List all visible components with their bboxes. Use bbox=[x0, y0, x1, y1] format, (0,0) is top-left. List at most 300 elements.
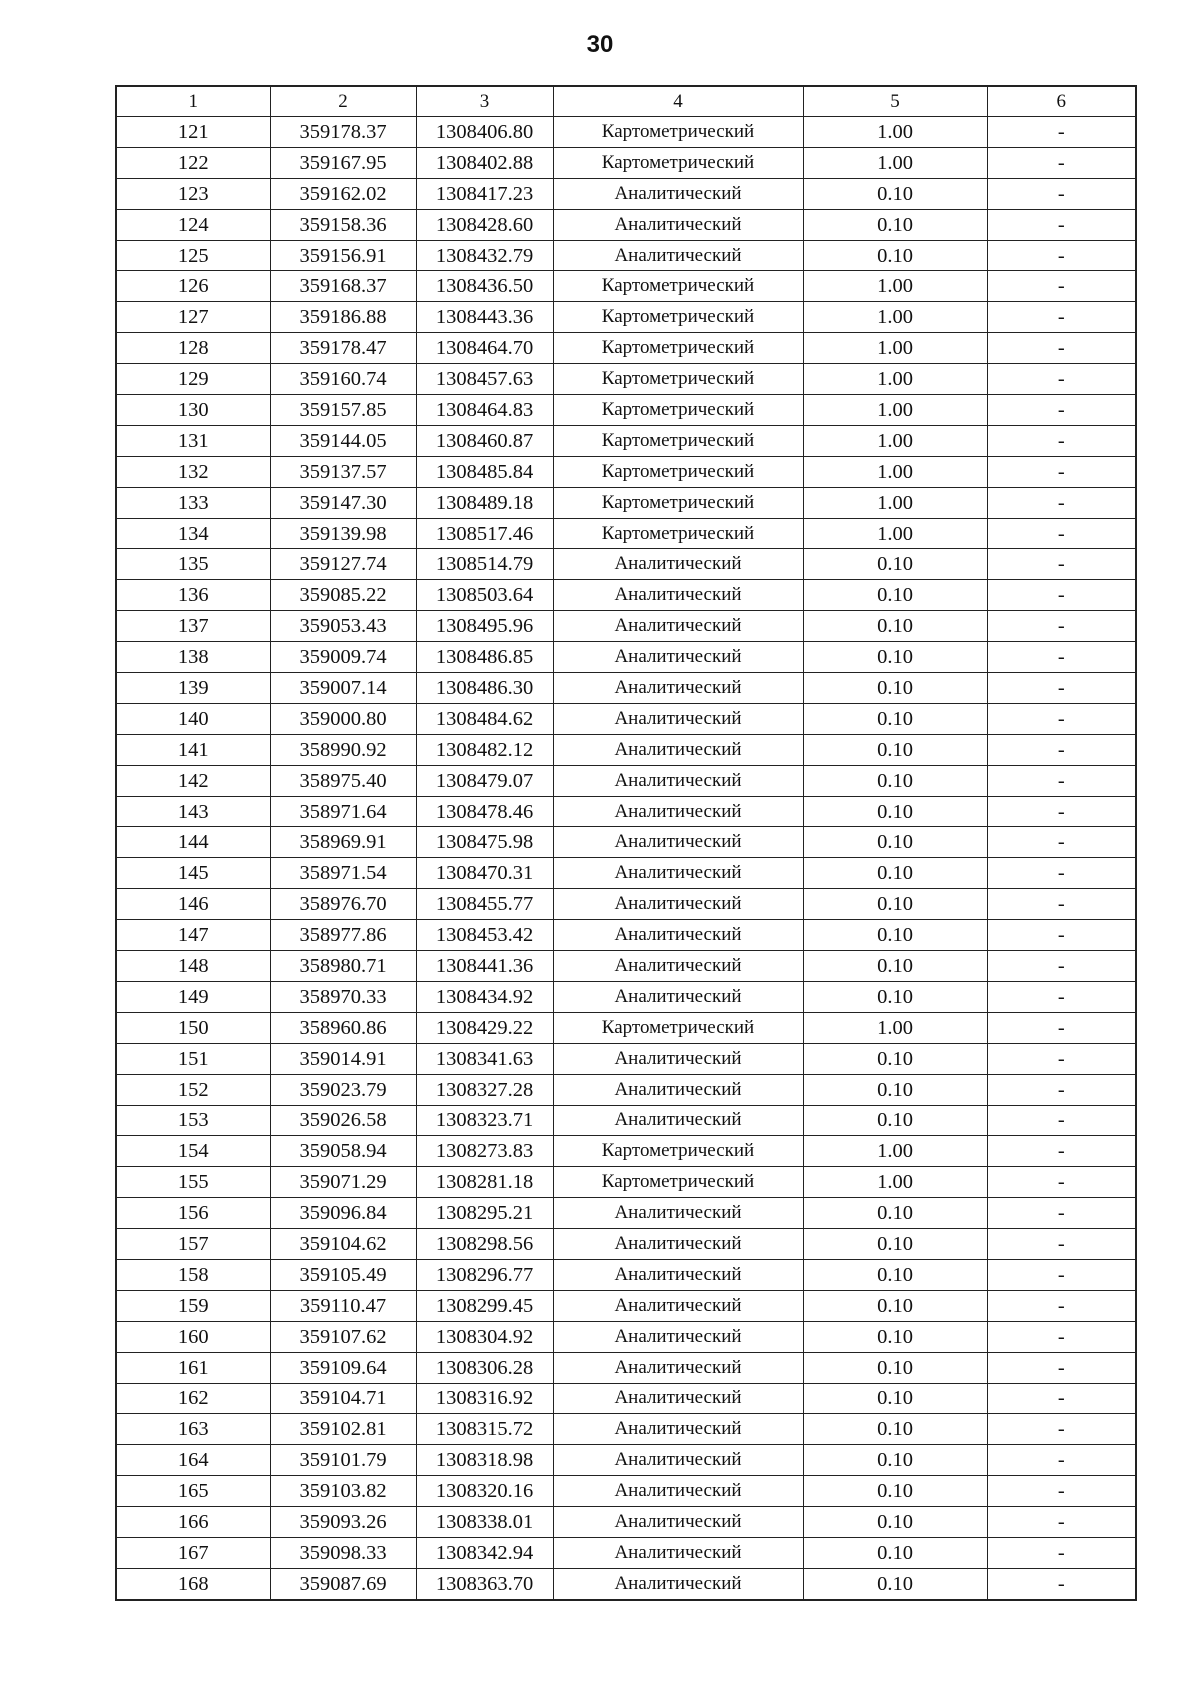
table-row bbox=[116, 703, 1136, 734]
point-number-cell: 132 bbox=[116, 456, 270, 487]
x-coordinate-cell: 359101.79 bbox=[270, 1445, 416, 1476]
method-cell: Картометрический bbox=[553, 147, 803, 178]
accuracy-cell: 0.10 bbox=[803, 1074, 987, 1105]
table-row bbox=[116, 981, 1136, 1012]
method-cell: Аналитический bbox=[553, 1105, 803, 1136]
x-coordinate-cell: 359156.91 bbox=[270, 240, 416, 271]
x-coordinate-cell: 359127.74 bbox=[270, 549, 416, 580]
y-coordinate-cell: 1308406.80 bbox=[416, 117, 553, 148]
y-coordinate-cell: 1308434.92 bbox=[416, 981, 553, 1012]
y-coordinate-cell: 1308436.50 bbox=[416, 271, 553, 302]
y-coordinate-cell: 1308299.45 bbox=[416, 1290, 553, 1321]
table-body bbox=[116, 117, 1136, 1600]
accuracy-cell: 0.10 bbox=[803, 1321, 987, 1352]
x-coordinate-cell: 359178.47 bbox=[270, 333, 416, 364]
table-row bbox=[116, 1012, 1136, 1043]
accuracy-cell: 1.00 bbox=[803, 487, 987, 518]
note-cell: - bbox=[987, 456, 1136, 487]
y-coordinate-cell: 1308338.01 bbox=[416, 1507, 553, 1538]
accuracy-cell: 0.10 bbox=[803, 1537, 987, 1568]
note-cell: - bbox=[987, 1568, 1136, 1599]
note-cell: - bbox=[987, 827, 1136, 858]
method-cell: Картометрический bbox=[553, 395, 803, 426]
method-cell: Аналитический bbox=[553, 1352, 803, 1383]
table-row bbox=[116, 1352, 1136, 1383]
y-coordinate-cell: 1308514.79 bbox=[416, 549, 553, 580]
table-row bbox=[116, 425, 1136, 456]
table-row bbox=[116, 1136, 1136, 1167]
y-coordinate-cell: 1308453.42 bbox=[416, 920, 553, 951]
method-cell: Аналитический bbox=[553, 1537, 803, 1568]
y-coordinate-cell: 1308327.28 bbox=[416, 1074, 553, 1105]
point-number-cell: 139 bbox=[116, 673, 270, 704]
accuracy-cell: 1.00 bbox=[803, 518, 987, 549]
table-row bbox=[116, 333, 1136, 364]
table-row bbox=[116, 1507, 1136, 1538]
note-cell: - bbox=[987, 333, 1136, 364]
note-cell: - bbox=[987, 1012, 1136, 1043]
method-cell: Картометрический bbox=[553, 456, 803, 487]
note-cell: - bbox=[987, 642, 1136, 673]
table-row bbox=[116, 1167, 1136, 1198]
point-number-cell: 149 bbox=[116, 981, 270, 1012]
note-cell: - bbox=[987, 580, 1136, 611]
table-row bbox=[116, 302, 1136, 333]
table-row bbox=[116, 178, 1136, 209]
note-cell: - bbox=[987, 395, 1136, 426]
point-number-cell: 167 bbox=[116, 1537, 270, 1568]
y-coordinate-cell: 1308296.77 bbox=[416, 1259, 553, 1290]
point-number-cell: 154 bbox=[116, 1136, 270, 1167]
accuracy-cell: 1.00 bbox=[803, 456, 987, 487]
table-row bbox=[116, 1074, 1136, 1105]
y-coordinate-cell: 1308489.18 bbox=[416, 487, 553, 518]
table-row bbox=[116, 1043, 1136, 1074]
method-cell: Аналитический bbox=[553, 981, 803, 1012]
method-cell: Аналитический bbox=[553, 611, 803, 642]
point-number-cell: 160 bbox=[116, 1321, 270, 1352]
x-coordinate-cell: 359096.84 bbox=[270, 1198, 416, 1229]
table-row bbox=[116, 580, 1136, 611]
table-row bbox=[116, 1537, 1136, 1568]
method-cell: Аналитический bbox=[553, 703, 803, 734]
method-cell: Аналитический bbox=[553, 1198, 803, 1229]
note-cell: - bbox=[987, 1537, 1136, 1568]
point-number-cell: 162 bbox=[116, 1383, 270, 1414]
point-number-cell: 143 bbox=[116, 796, 270, 827]
note-cell: - bbox=[987, 178, 1136, 209]
table-row bbox=[116, 858, 1136, 889]
point-number-cell: 126 bbox=[116, 271, 270, 302]
method-cell: Картометрический bbox=[553, 1012, 803, 1043]
note-cell: - bbox=[987, 1229, 1136, 1260]
table-row bbox=[116, 1198, 1136, 1229]
point-number-cell: 135 bbox=[116, 549, 270, 580]
accuracy-cell: 1.00 bbox=[803, 117, 987, 148]
note-cell: - bbox=[987, 1136, 1136, 1167]
note-cell: - bbox=[987, 302, 1136, 333]
point-number-cell: 164 bbox=[116, 1445, 270, 1476]
y-coordinate-cell: 1308460.87 bbox=[416, 425, 553, 456]
method-cell: Картометрический bbox=[553, 1136, 803, 1167]
table-row bbox=[116, 642, 1136, 673]
accuracy-cell: 1.00 bbox=[803, 1136, 987, 1167]
table-row bbox=[116, 117, 1136, 148]
table-row bbox=[116, 240, 1136, 271]
x-coordinate-cell: 359009.74 bbox=[270, 642, 416, 673]
point-number-cell: 145 bbox=[116, 858, 270, 889]
note-cell: - bbox=[987, 549, 1136, 580]
accuracy-cell: 1.00 bbox=[803, 1167, 987, 1198]
y-coordinate-cell: 1308429.22 bbox=[416, 1012, 553, 1043]
accuracy-cell: 0.10 bbox=[803, 642, 987, 673]
method-cell: Аналитический bbox=[553, 1383, 803, 1414]
column-header: 3 bbox=[416, 86, 553, 117]
table-row bbox=[116, 611, 1136, 642]
method-cell: Картометрический bbox=[553, 364, 803, 395]
x-coordinate-cell: 358971.64 bbox=[270, 796, 416, 827]
note-cell: - bbox=[987, 1476, 1136, 1507]
y-coordinate-cell: 1308304.92 bbox=[416, 1321, 553, 1352]
method-cell: Аналитический bbox=[553, 858, 803, 889]
table-row bbox=[116, 209, 1136, 240]
note-cell: - bbox=[987, 1259, 1136, 1290]
accuracy-cell: 1.00 bbox=[803, 395, 987, 426]
x-coordinate-cell: 359107.62 bbox=[270, 1321, 416, 1352]
point-number-cell: 131 bbox=[116, 425, 270, 456]
table-row bbox=[116, 765, 1136, 796]
method-cell: Аналитический bbox=[553, 642, 803, 673]
table-row bbox=[116, 271, 1136, 302]
column-header: 2 bbox=[270, 86, 416, 117]
x-coordinate-cell: 359105.49 bbox=[270, 1259, 416, 1290]
note-cell: - bbox=[987, 271, 1136, 302]
table-row bbox=[116, 827, 1136, 858]
point-number-cell: 133 bbox=[116, 487, 270, 518]
point-number-cell: 159 bbox=[116, 1290, 270, 1321]
point-number-cell: 134 bbox=[116, 518, 270, 549]
x-coordinate-cell: 359168.37 bbox=[270, 271, 416, 302]
method-cell: Аналитический bbox=[553, 889, 803, 920]
x-coordinate-cell: 359023.79 bbox=[270, 1074, 416, 1105]
accuracy-cell: 0.10 bbox=[803, 240, 987, 271]
note-cell: - bbox=[987, 147, 1136, 178]
accuracy-cell: 1.00 bbox=[803, 271, 987, 302]
point-number-cell: 127 bbox=[116, 302, 270, 333]
x-coordinate-cell: 359104.71 bbox=[270, 1383, 416, 1414]
table-row bbox=[116, 1383, 1136, 1414]
point-number-cell: 161 bbox=[116, 1352, 270, 1383]
table-row bbox=[116, 1414, 1136, 1445]
accuracy-cell: 0.10 bbox=[803, 549, 987, 580]
table-row bbox=[116, 1568, 1136, 1599]
point-number-cell: 166 bbox=[116, 1507, 270, 1538]
method-cell: Картометрический bbox=[553, 487, 803, 518]
point-number-cell: 158 bbox=[116, 1259, 270, 1290]
accuracy-cell: 0.10 bbox=[803, 703, 987, 734]
accuracy-cell: 0.10 bbox=[803, 765, 987, 796]
note-cell: - bbox=[987, 981, 1136, 1012]
x-coordinate-cell: 359071.29 bbox=[270, 1167, 416, 1198]
method-cell: Аналитический bbox=[553, 1507, 803, 1538]
note-cell: - bbox=[987, 1105, 1136, 1136]
method-cell: Картометрический bbox=[553, 271, 803, 302]
point-number-cell: 122 bbox=[116, 147, 270, 178]
method-cell: Аналитический bbox=[553, 1321, 803, 1352]
x-coordinate-cell: 358975.40 bbox=[270, 765, 416, 796]
y-coordinate-cell: 1308295.21 bbox=[416, 1198, 553, 1229]
table-row bbox=[116, 1105, 1136, 1136]
point-number-cell: 130 bbox=[116, 395, 270, 426]
note-cell: - bbox=[987, 209, 1136, 240]
note-cell: - bbox=[987, 951, 1136, 982]
point-number-cell: 137 bbox=[116, 611, 270, 642]
accuracy-cell: 0.10 bbox=[803, 1290, 987, 1321]
point-number-cell: 128 bbox=[116, 333, 270, 364]
note-cell: - bbox=[987, 364, 1136, 395]
point-number-cell: 123 bbox=[116, 178, 270, 209]
x-coordinate-cell: 359162.02 bbox=[270, 178, 416, 209]
table-row bbox=[116, 518, 1136, 549]
y-coordinate-cell: 1308428.60 bbox=[416, 209, 553, 240]
accuracy-cell: 0.10 bbox=[803, 673, 987, 704]
y-coordinate-cell: 1308482.12 bbox=[416, 734, 553, 765]
y-coordinate-cell: 1308486.30 bbox=[416, 673, 553, 704]
accuracy-cell: 1.00 bbox=[803, 364, 987, 395]
note-cell: - bbox=[987, 1043, 1136, 1074]
x-coordinate-cell: 358971.54 bbox=[270, 858, 416, 889]
y-coordinate-cell: 1308402.88 bbox=[416, 147, 553, 178]
accuracy-cell: 1.00 bbox=[803, 147, 987, 178]
point-number-cell: 121 bbox=[116, 117, 270, 148]
x-coordinate-cell: 358977.86 bbox=[270, 920, 416, 951]
note-cell: - bbox=[987, 1198, 1136, 1229]
accuracy-cell: 0.10 bbox=[803, 1476, 987, 1507]
note-cell: - bbox=[987, 858, 1136, 889]
y-coordinate-cell: 1308281.18 bbox=[416, 1167, 553, 1198]
note-cell: - bbox=[987, 1383, 1136, 1414]
table-row bbox=[116, 487, 1136, 518]
y-coordinate-cell: 1308485.84 bbox=[416, 456, 553, 487]
point-number-cell: 147 bbox=[116, 920, 270, 951]
x-coordinate-cell: 359000.80 bbox=[270, 703, 416, 734]
accuracy-cell: 0.10 bbox=[803, 1198, 987, 1229]
y-coordinate-cell: 1308503.64 bbox=[416, 580, 553, 611]
y-coordinate-cell: 1308517.46 bbox=[416, 518, 553, 549]
accuracy-cell: 0.10 bbox=[803, 178, 987, 209]
accuracy-cell: 0.10 bbox=[803, 580, 987, 611]
y-coordinate-cell: 1308417.23 bbox=[416, 178, 553, 209]
x-coordinate-cell: 358969.91 bbox=[270, 827, 416, 858]
method-cell: Картометрический bbox=[553, 518, 803, 549]
accuracy-cell: 0.10 bbox=[803, 1259, 987, 1290]
y-coordinate-cell: 1308470.31 bbox=[416, 858, 553, 889]
method-cell: Аналитический bbox=[553, 765, 803, 796]
y-coordinate-cell: 1308273.83 bbox=[416, 1136, 553, 1167]
point-number-cell: 155 bbox=[116, 1167, 270, 1198]
note-cell: - bbox=[987, 425, 1136, 456]
method-cell: Картометрический bbox=[553, 1167, 803, 1198]
y-coordinate-cell: 1308363.70 bbox=[416, 1568, 553, 1599]
accuracy-cell: 0.10 bbox=[803, 1507, 987, 1538]
x-coordinate-cell: 359102.81 bbox=[270, 1414, 416, 1445]
point-number-cell: 156 bbox=[116, 1198, 270, 1229]
accuracy-cell: 0.10 bbox=[803, 951, 987, 982]
table-row bbox=[116, 549, 1136, 580]
y-coordinate-cell: 1308464.70 bbox=[416, 333, 553, 364]
note-cell: - bbox=[987, 673, 1136, 704]
x-coordinate-cell: 359098.33 bbox=[270, 1537, 416, 1568]
table-row bbox=[116, 796, 1136, 827]
x-coordinate-cell: 358990.92 bbox=[270, 734, 416, 765]
method-cell: Аналитический bbox=[553, 1043, 803, 1074]
y-coordinate-cell: 1308318.98 bbox=[416, 1445, 553, 1476]
x-coordinate-cell: 359144.05 bbox=[270, 425, 416, 456]
accuracy-cell: 0.10 bbox=[803, 889, 987, 920]
x-coordinate-cell: 359160.74 bbox=[270, 364, 416, 395]
note-cell: - bbox=[987, 765, 1136, 796]
accuracy-cell: 0.10 bbox=[803, 734, 987, 765]
x-coordinate-cell: 359087.69 bbox=[270, 1568, 416, 1599]
x-coordinate-cell: 359058.94 bbox=[270, 1136, 416, 1167]
y-coordinate-cell: 1308441.36 bbox=[416, 951, 553, 982]
point-number-cell: 142 bbox=[116, 765, 270, 796]
table-row bbox=[116, 456, 1136, 487]
x-coordinate-cell: 358970.33 bbox=[270, 981, 416, 1012]
x-coordinate-cell: 358976.70 bbox=[270, 889, 416, 920]
x-coordinate-cell: 359186.88 bbox=[270, 302, 416, 333]
method-cell: Аналитический bbox=[553, 1290, 803, 1321]
note-cell: - bbox=[987, 796, 1136, 827]
point-number-cell: 141 bbox=[116, 734, 270, 765]
table-row bbox=[116, 364, 1136, 395]
point-number-cell: 151 bbox=[116, 1043, 270, 1074]
point-number-cell: 125 bbox=[116, 240, 270, 271]
x-coordinate-cell: 359158.36 bbox=[270, 209, 416, 240]
x-coordinate-cell: 359014.91 bbox=[270, 1043, 416, 1074]
method-cell: Картометрический bbox=[553, 117, 803, 148]
x-coordinate-cell: 359085.22 bbox=[270, 580, 416, 611]
x-coordinate-cell: 359093.26 bbox=[270, 1507, 416, 1538]
method-cell: Аналитический bbox=[553, 209, 803, 240]
x-coordinate-cell: 359109.64 bbox=[270, 1352, 416, 1383]
y-coordinate-cell: 1308306.28 bbox=[416, 1352, 553, 1383]
point-number-cell: 144 bbox=[116, 827, 270, 858]
method-cell: Аналитический bbox=[553, 1259, 803, 1290]
coordinates-table bbox=[115, 85, 1137, 1601]
table-row bbox=[116, 1290, 1136, 1321]
y-coordinate-cell: 1308457.63 bbox=[416, 364, 553, 395]
note-cell: - bbox=[987, 1167, 1136, 1198]
point-number-cell: 153 bbox=[116, 1105, 270, 1136]
method-cell: Аналитический bbox=[553, 1476, 803, 1507]
point-number-cell: 148 bbox=[116, 951, 270, 982]
method-cell: Аналитический bbox=[553, 1074, 803, 1105]
note-cell: - bbox=[987, 1445, 1136, 1476]
note-cell: - bbox=[987, 734, 1136, 765]
y-coordinate-cell: 1308341.63 bbox=[416, 1043, 553, 1074]
x-coordinate-cell: 359178.37 bbox=[270, 117, 416, 148]
point-number-cell: 152 bbox=[116, 1074, 270, 1105]
method-cell: Аналитический bbox=[553, 240, 803, 271]
point-number-cell: 129 bbox=[116, 364, 270, 395]
y-coordinate-cell: 1308342.94 bbox=[416, 1537, 553, 1568]
x-coordinate-cell: 359167.95 bbox=[270, 147, 416, 178]
y-coordinate-cell: 1308475.98 bbox=[416, 827, 553, 858]
x-coordinate-cell: 359104.62 bbox=[270, 1229, 416, 1260]
method-cell: Аналитический bbox=[553, 1445, 803, 1476]
table-row bbox=[116, 1229, 1136, 1260]
point-number-cell: 157 bbox=[116, 1229, 270, 1260]
x-coordinate-cell: 359007.14 bbox=[270, 673, 416, 704]
y-coordinate-cell: 1308479.07 bbox=[416, 765, 553, 796]
point-number-cell: 168 bbox=[116, 1568, 270, 1599]
accuracy-cell: 0.10 bbox=[803, 981, 987, 1012]
method-cell: Аналитический bbox=[553, 549, 803, 580]
method-cell: Аналитический bbox=[553, 951, 803, 982]
y-coordinate-cell: 1308486.85 bbox=[416, 642, 553, 673]
table-row bbox=[116, 920, 1136, 951]
y-coordinate-cell: 1308464.83 bbox=[416, 395, 553, 426]
accuracy-cell: 0.10 bbox=[803, 1352, 987, 1383]
x-coordinate-cell: 359137.57 bbox=[270, 456, 416, 487]
note-cell: - bbox=[987, 1321, 1136, 1352]
method-cell: Картометрический bbox=[553, 425, 803, 456]
y-coordinate-cell: 1308443.36 bbox=[416, 302, 553, 333]
y-coordinate-cell: 1308455.77 bbox=[416, 889, 553, 920]
accuracy-cell: 0.10 bbox=[803, 920, 987, 951]
table-row bbox=[116, 889, 1136, 920]
accuracy-cell: 0.10 bbox=[803, 1229, 987, 1260]
note-cell: - bbox=[987, 611, 1136, 642]
x-coordinate-cell: 359053.43 bbox=[270, 611, 416, 642]
accuracy-cell: 1.00 bbox=[803, 333, 987, 364]
y-coordinate-cell: 1308478.46 bbox=[416, 796, 553, 827]
y-coordinate-cell: 1308315.72 bbox=[416, 1414, 553, 1445]
note-cell: - bbox=[987, 1290, 1136, 1321]
x-coordinate-cell: 359103.82 bbox=[270, 1476, 416, 1507]
point-number-cell: 163 bbox=[116, 1414, 270, 1445]
method-cell: Аналитический bbox=[553, 920, 803, 951]
note-cell: - bbox=[987, 117, 1136, 148]
table-row bbox=[116, 734, 1136, 765]
column-header: 4 bbox=[553, 86, 803, 117]
note-cell: - bbox=[987, 1414, 1136, 1445]
table-row bbox=[116, 1321, 1136, 1352]
table-row bbox=[116, 147, 1136, 178]
note-cell: - bbox=[987, 920, 1136, 951]
column-header: 1 bbox=[116, 86, 270, 117]
method-cell: Аналитический bbox=[553, 1568, 803, 1599]
note-cell: - bbox=[987, 1352, 1136, 1383]
x-coordinate-cell: 359157.85 bbox=[270, 395, 416, 426]
accuracy-cell: 0.10 bbox=[803, 858, 987, 889]
accuracy-cell: 0.10 bbox=[803, 1568, 987, 1599]
x-coordinate-cell: 359147.30 bbox=[270, 487, 416, 518]
accuracy-cell: 0.10 bbox=[803, 796, 987, 827]
note-cell: - bbox=[987, 240, 1136, 271]
accuracy-cell: 1.00 bbox=[803, 1012, 987, 1043]
method-cell: Аналитический bbox=[553, 734, 803, 765]
y-coordinate-cell: 1308298.56 bbox=[416, 1229, 553, 1260]
page-number: 30 bbox=[586, 31, 614, 58]
accuracy-cell: 0.10 bbox=[803, 209, 987, 240]
table-row bbox=[116, 1445, 1136, 1476]
y-coordinate-cell: 1308495.96 bbox=[416, 611, 553, 642]
method-cell: Аналитический bbox=[553, 178, 803, 209]
y-coordinate-cell: 1308484.62 bbox=[416, 703, 553, 734]
point-number-cell: 150 bbox=[116, 1012, 270, 1043]
